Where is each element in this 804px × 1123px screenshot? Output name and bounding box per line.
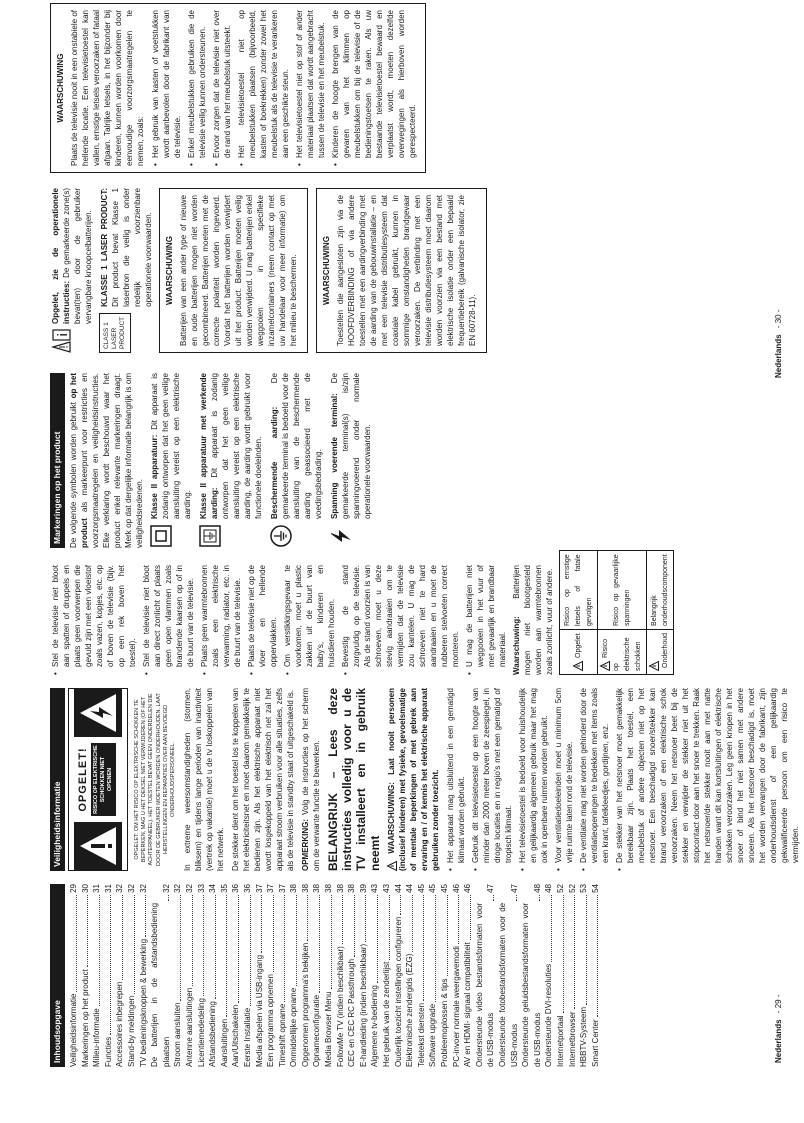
battery-caution-title: Opgelet, zie de operationele instructies: <box>51 188 71 324</box>
opgelet-caps-text: OPGELET: OM HET RISICO OP ELEKTRISCHE SCHOKKEN TE BEPERKEN, MAG U HET DEKSEL NIET VERWIJDEREN (OF HET ACHTERPANEEL). HET TOESTEL BEVAT GEEN ONDERDELEN DIE DOOR DE GEBRUIKER MOETEN WORDEN ONDERHOUDEN. LAAT HERSTELLINGEN EN REPARATIES OVER AAN BEVOEGD ONDERHOUDSPERSONEEL. <box>134 693 177 866</box>
page-number-left: - 29 - <box>774 994 783 1014</box>
warning-batteries-text: Batterijen van een ander type of nieuwe en oude batterijen mogen niet worden gecombineerd. Batterijen moeten met de correcte polariteit worden ingevoerd. Voordat het batterijen worden verwijdert uit het product. Batterijen moeten veilig worden verwijderd. U mag batterijen enkel weggooien in specifieke inzamelcontainers (neem contact op met uw handelaar voor meer informatie) om het milieu te beschermen. <box>179 195 298 346</box>
markings-column <box>50 373 378 548</box>
risk-label-cell <box>647 629 674 674</box>
risk-table <box>559 550 674 675</box>
toc-entry[interactable] <box>172 884 184 1067</box>
stability-bullets <box>150 10 418 166</box>
toc-entry-page: 43 <box>382 884 392 893</box>
toc-entry[interactable] <box>288 884 300 1067</box>
toc-entry-page: 32 <box>173 884 183 893</box>
toc-entry-title: Internetbrowser <box>567 1011 577 1067</box>
toc-entry-title: Stand-by meldingen <box>126 995 136 1067</box>
safety-bullets-b <box>50 565 508 675</box>
bullet-item: • Kinderen de hoogte brengen van de gevaren van het klimmen op meubelstukken om bij de televisie of de bedieningstoetsen te raken. Als uw bestaande televisietoestel bewaard en verplaatst wordt, moeten dezelfde overwegingen als hierboven worden gerespecteerd. <box>330 10 418 166</box>
toc-entry-page: 54 <box>590 884 600 893</box>
toc-entry[interactable] <box>254 884 266 1067</box>
toc-entry-title: Afstandsbediening <box>208 1001 218 1067</box>
toc-entry[interactable] <box>567 884 579 1067</box>
toc-entry[interactable] <box>451 884 463 1067</box>
laser-text: Dit product bevat Klasse 1 laserbron die veilig is onder redelijk voorzienbare operationele voorwaarden. <box>111 188 153 307</box>
laser-product-item <box>99 188 154 353</box>
risk-label: Opgelet <box>575 633 582 658</box>
toc-entry-title: Een programma opnemen <box>266 974 276 1067</box>
toc-entry-page: 32 <box>115 884 125 893</box>
toc-entry-title: Accessoires inbegrepen <box>115 981 125 1067</box>
bullet-item: • De ventilatie mag niet worden gehinderd door de ventilatieopeningen te bedekken met items zoals een krant, tafelkleedjes, gordijnen, enz. <box>578 688 611 871</box>
class-ii-earth-title: Klasse II apparatuur met werkende aarding: <box>199 373 219 519</box>
toc-dot-leader <box>215 895 216 999</box>
toc-entry[interactable] <box>91 884 103 1067</box>
toc-entry[interactable] <box>219 884 231 1067</box>
toc-dot-leader <box>574 895 575 1010</box>
toc-dot-leader <box>597 895 598 1018</box>
toc-entry-page: 38 <box>312 884 322 893</box>
toc-dot-leader <box>250 895 251 1006</box>
risk-description: Belangrijk onderhoudscomponent <box>647 551 674 630</box>
toc-entry-page: 37 <box>254 884 264 893</box>
risk-label-cell <box>598 629 647 674</box>
risk-row <box>647 551 674 675</box>
toc-dot-leader <box>493 895 494 901</box>
toc-entry-title: TV bedieningsknoppen & bewerking <box>138 938 148 1067</box>
toc-entry[interactable] <box>242 884 254 1067</box>
toc-entry-title: Ondersteunde video bestandsformaten voor de USB-modus <box>474 902 496 1067</box>
toc-dot-leader <box>168 895 169 901</box>
bullet-item: • Gebruik dit televisietoestel op een hoogte van minder dan 2000 meter boven de zeespiegel, in droge locaties en in regio's met een gematigd of tropisch klimaat. <box>470 688 514 871</box>
toc-entry-page: 32 <box>184 884 194 893</box>
toc-entry-page: 44 <box>393 884 403 893</box>
safety-column-1 <box>50 688 804 871</box>
toc-entry-page: 45 <box>428 884 438 893</box>
toc-dot-leader <box>145 895 146 937</box>
toc-entry-page: 46 <box>463 884 473 893</box>
toc-entry-page: 38 <box>300 884 310 893</box>
toc-entry-page: 36 <box>242 884 252 893</box>
toc-entry-title: Probleemoplossen & tips <box>440 978 449 1067</box>
toc-entry-title: Internetportaal <box>555 1015 565 1067</box>
class-ii-title: Klasse II apparatuur: <box>150 434 159 519</box>
risk-label: Onderhoud <box>662 632 669 668</box>
toc-dot-leader <box>284 895 285 1002</box>
toc-entry-title: Stroom aansluiten <box>173 1002 183 1067</box>
markings-intro-c: als markeerpunt voor restricties en voorzorgsmaatregelen en veiligheidsinstructies. Elke verklaring wordt beschouwd waar het product enkel relevante markeringen draagt. Merk op dat dergelijke informatie belangrijk is om veiligheidsredenen. <box>80 373 144 548</box>
toc-entry[interactable] <box>311 884 323 1067</box>
lightning-icon <box>329 524 353 548</box>
toc-dot-leader <box>389 895 390 960</box>
toc-entry-page: 38 <box>324 884 334 893</box>
toc-entry[interactable] <box>184 884 196 1067</box>
toc-dot-leader <box>180 895 181 1001</box>
toc-entry[interactable] <box>80 884 92 1067</box>
toc-dot-leader <box>319 895 320 993</box>
toc-entry-title: Ondersteunde fotobestandsformaten voor de USB-modus <box>497 902 519 1067</box>
toc-entry[interactable] <box>149 884 172 1067</box>
toc-entry-title: Media afspelen via USB-ingang <box>254 954 264 1067</box>
toc-entry-title: Markeringen op het product <box>80 969 90 1067</box>
toc-entry[interactable] <box>265 884 277 1067</box>
lightning-triangle-icon <box>74 689 122 737</box>
toc-dot-leader <box>122 895 123 980</box>
toc-entry-title: Opgenomen programma's bekijken <box>300 942 310 1067</box>
warning-box-stability <box>50 3 426 173</box>
toc-entry-page: 31 <box>92 884 102 893</box>
warning-stability-text: Plaats de televisie nooit in een onstabiele of hellende locatie. Een televisietoestel kan vallen, ernstige letsels veroorzaken of fataal afgaan. Talrijke letsels, in het bijzonder bij kinderen, kunnen worden voorkomen door eenvoudige voorzorgsmaatregelen te nemen, zoals: <box>70 10 145 166</box>
toc-dot-leader <box>203 895 204 996</box>
toc-entry[interactable] <box>520 884 543 1067</box>
toc-dot-leader <box>331 895 332 990</box>
toc-dot-leader <box>99 895 100 1006</box>
toc-entry-page: 38 <box>347 884 357 893</box>
bullet-item: • Om verstikkingsgevaar te voorkomen, moet u plastic zakken uit de buurt van baby's, kinderen en huisdieren houden. <box>282 565 337 675</box>
toc-entry[interactable] <box>300 884 312 1067</box>
toc-entry-page: 38 <box>335 884 345 893</box>
toc-entry-page: 37 <box>277 884 287 893</box>
caution-book-icon <box>50 329 74 353</box>
toc-entry-title: Smart Center <box>590 1019 600 1067</box>
toc-entry-title: Aan/Uitschakelen <box>231 1004 241 1067</box>
warning-box-batteries <box>159 188 308 353</box>
markings-intro <box>68 373 145 548</box>
toc-entry-page: 45 <box>440 884 449 893</box>
toc-entry-title: Eerste Installatie <box>242 1007 252 1067</box>
risk-description: Risico op ernstige letsels of fatale gevolgen <box>560 551 598 630</box>
markings-heading: Markeringen op het product <box>50 373 65 548</box>
functional-earth-icon <box>198 524 222 548</box>
bullet-item: • U mag de batterijen niet weggooien in het vuur of met gevaarlijk en brandbaar materiaal. <box>464 565 508 675</box>
toc-entry-title: Milieu-informatie <box>92 1008 102 1067</box>
battery-warning <box>511 565 555 675</box>
toc-entry[interactable] <box>207 884 219 1067</box>
toc-entry-page: 53 <box>579 884 589 893</box>
bullet-item: • De stekker van het netsnoer moet gemakkelijk bereikbaar zijn. Plaats het toestel, een meubelstuk of andere objecten niet op het netsnoer. Een beschadigd snoer/stekker kan brand veroorzaken of een elektrische schok veroorzaken. Neem het netsnoer beet bij de stekker en verwijder de stekker niet uit het stopcontact door aan het snoer te trekken. Raak het netsnoer/de stekker nooit aan met natte handen want dit kan kortsluitingen of elektrische schokken veroorzaken. Leg geen knopen in het snoer of bind het niet samen met andere snoeren. Als het netsnoer beschadigd is, moet het worden vervangen door de fabrikant, zijn onderhoudsdienst of een gelijkaardig gekwalificeerde persoon om een risico te vermijden. <box>614 688 801 871</box>
bullet-item: • Voor ventilatiedoeleinden moet u minimum 5cm vrije ruimte laten rond de televisie. <box>553 688 575 871</box>
toc-dot-leader <box>354 895 355 957</box>
toc-entry[interactable] <box>393 884 405 1067</box>
toc-entry[interactable] <box>555 884 567 1067</box>
toc-entry-page: 44 <box>405 884 415 893</box>
toc-entry[interactable] <box>196 884 208 1067</box>
toc-entry-title: Aansluitingen <box>219 1018 229 1067</box>
page-30 <box>0 0 798 558</box>
toc-entry-page: 34 <box>208 884 218 893</box>
risk-description: Risico op gevaarlijke spanningen <box>598 551 647 630</box>
bullet-item: • Ervoor zorgen dat de televisie niet over de rand van het meubelstuk uitsteekt. <box>211 10 233 166</box>
double-square-icon <box>149 524 173 548</box>
protective-earth-title: Beschermende aarding: <box>270 406 279 519</box>
toc-entry[interactable] <box>427 884 439 1067</box>
toc-entry-title: Functies <box>103 1036 113 1067</box>
toc-dot-leader <box>342 895 343 944</box>
toc-dot-leader <box>563 895 564 1014</box>
toc-entry-title: E-handleiding (indien beschikbaar) <box>358 943 368 1067</box>
toc-dot-leader <box>307 895 308 941</box>
toc-entry-page: 31 <box>103 884 113 893</box>
warning-title-2: WAARSCHUWING <box>322 236 331 305</box>
toc-entry[interactable] <box>381 884 393 1067</box>
opgelet-label <box>78 737 118 822</box>
live-terminal-text: De gemarkeerde terminal(s) is/zijn spanningvoerend onder normale operationele voorwaarden. <box>330 373 372 519</box>
toc-entry-page: 47 <box>486 884 496 893</box>
toc-entry[interactable] <box>323 884 335 1067</box>
toc-dot-leader <box>365 895 366 942</box>
warning-grounding-text: Toestellen die aangesloten zijn via de HOOFDVERBINDING of via andere toestellen met een aardingverbinding met de aarding van de gebouwinstallatie – en met een televisie distributiesysteem dat coaxiale kabel gebruikt, kunnen in sommige omstandigheden brandgevaar veroorzaken. De verbinding met een televisie distributiesysteem moet daarom worden voorzien via een bestand met elektrische isolatie onder een bepaald frequentiebereik (galvanische isolator, zie EN 60728-11). <box>336 195 477 346</box>
toc-entry-title: Timeshift opname <box>277 1003 287 1067</box>
toc-entry[interactable] <box>578 884 590 1067</box>
table-of-contents <box>50 884 601 1067</box>
safety-paragraph-2: De stekker dient om het toestel los te koppelen van het elektriciteitsnet en moet daarom gemakkelijk te bedienen zijn. Als het elektrische apparaat niet wordt losgekoppeld van het elektrisch net zal het apparaat stroom verbruiken voor alle situaties, zelfs als de televisie in standby staat of uitgeschakeld is. <box>231 688 296 871</box>
toc-entry[interactable] <box>439 884 451 1067</box>
toc-entry-title: Onmiddellijke opname <box>289 987 299 1067</box>
bullet-item: • Enkel meubelstukken gebruiken die de televisie veilig kunnen ondersteunen. <box>186 10 208 166</box>
toc-entry-page: 32 <box>138 884 148 893</box>
toc-entry[interactable] <box>68 884 80 1067</box>
toc-entry-title: Het gebruik van de zenderlijst <box>382 961 392 1067</box>
protective-earth-icon <box>269 524 293 548</box>
toc-entry-title: Software upgrade <box>428 1003 438 1067</box>
toc-dot-leader <box>226 895 227 1017</box>
toc-entry-page: 48 <box>532 884 542 893</box>
belangrijk-heading: BELANGRIJK – Lees deze instructies volledig voor u de TV installeert en in gebruik neemt <box>326 688 383 871</box>
risk-label-cell <box>560 629 598 674</box>
footer-left <box>774 995 783 1063</box>
lightning-triangle-icon <box>600 661 610 671</box>
toc-dot-leader <box>586 895 587 1005</box>
bullet-item: • Het apparaat mag uitsluitend in een gematigd klimaat worden gebruikt. <box>445 688 467 871</box>
toc-dot-leader <box>470 895 471 940</box>
toc-entry-page: 48 <box>544 884 554 893</box>
toc-dot-leader <box>447 895 448 977</box>
right-column <box>50 3 434 173</box>
toc-dot-leader <box>134 895 135 994</box>
toc-entry[interactable] <box>114 884 126 1067</box>
bullet-item: • Het televisietoestel niet op stof of ander materiaal plaatsen dat wordt aangebracht tussen de televisie en het meubelstuk. <box>294 10 327 166</box>
toc-entry-title: Ondersteunde DVI-resoluties <box>544 963 554 1067</box>
toc-entry-page: 37 <box>266 884 276 893</box>
toc-entry-page: 33 <box>196 884 206 893</box>
bullet-item: • Het televisietoestel is bedoeld voor huishoudelijk en gelijkaardig algemeen gebruik maar het mag ook in openbare ruimten worden gebruikt. <box>517 688 550 871</box>
battery-caution-item <box>50 188 94 353</box>
toc-entry[interactable] <box>404 884 416 1067</box>
toc-entry-page: 35 <box>219 884 229 893</box>
safety-paragraph-1: In extreme weersomstandigheden (stormen, bliksem) en tijdens lange perioden van inactiviteit (vertrek op vakantie) moet u de tv loskoppelen van het netwerk. <box>183 688 226 871</box>
toc-entry-page: 36 <box>231 884 241 893</box>
warning-title-3: WAARSCHUWING <box>56 53 65 123</box>
risk-row <box>598 551 647 675</box>
toc-entry-page: 30 <box>80 884 90 893</box>
toc-dot-leader <box>458 895 459 944</box>
safety-bullets-a <box>445 688 801 871</box>
safety-heading: Veiligheidsinformatie <box>50 688 65 871</box>
page-29 <box>0 554 801 1123</box>
warning-triangle-icon <box>649 661 659 671</box>
bullet-item: • Plaats de televisie niet op de vloer en hellende oppervlakken. <box>246 565 279 675</box>
toc-entry-title: Licentiemededeling <box>196 998 206 1067</box>
toc-entry-page: 29 <box>69 884 78 893</box>
toc-dot-leader <box>87 895 88 967</box>
toc-entry-page: 52 <box>567 884 577 893</box>
bullet-item: • Plaats geen warmtebronnen zoals een elektrische verwarming, radiator, etc. in de buurt van de televisie. <box>199 565 243 675</box>
note-text: Volg de instructies op het scherm om de verwante functie te bewerken. <box>301 688 322 871</box>
class-1-laser-label: CLASS 1 LASER PRODUCT <box>99 313 131 353</box>
class-ii-text: Dit apparaat is zodanig ontworpen dat het geen veilige aansluiting vereist op een elektrische aarding. <box>150 373 192 519</box>
toc-entry[interactable] <box>277 884 289 1067</box>
warning-lead <box>386 688 441 871</box>
toc-entry-page: 52 <box>555 884 565 893</box>
toc-entry-title: CEC en CEC RC Passthrough <box>347 958 357 1067</box>
right-middle-column <box>50 188 495 353</box>
toc-heading: Inhoudsopgave <box>50 884 65 1067</box>
toc-entry[interactable] <box>416 884 428 1067</box>
toc-entry-title: Ouderlijk toezicht instellingen configureren <box>393 916 403 1067</box>
opgelet-warning-box <box>68 688 128 871</box>
toc-dot-leader <box>296 895 297 986</box>
laser-title: KLASSE 1 LASER PRODUCT: <box>100 188 109 307</box>
protective-earth-text: De gemarkeerde terminal is bedoeld voor de aansluiting van de beschermende aarding geassocieerd met de voedingsbedrading. <box>270 373 323 519</box>
risk-row <box>560 551 598 675</box>
toc-entry-page: 46 <box>451 884 461 893</box>
markings-intro-a: De volgende symbolen worden gebruikt <box>69 398 78 548</box>
toc-entry[interactable] <box>138 884 150 1067</box>
class-ii-earth-item <box>198 373 264 548</box>
warning-triangle-icon <box>387 861 397 871</box>
toc-entry-title: Media Browser Menu <box>324 991 334 1067</box>
toc-entry[interactable] <box>497 884 520 1067</box>
battery-caution-text: De gemarkeerde zone(s) bevat(ten) door de gebruiker vervangbare knoopcelbatterijen. <box>62 188 93 324</box>
toc-entry[interactable] <box>474 884 497 1067</box>
risk-label: Risico op elektrische schokken <box>602 637 642 671</box>
class-ii-item <box>149 373 193 548</box>
battery-warning-lead: Waarschuwing: <box>512 616 521 675</box>
footer-right <box>774 310 783 378</box>
toc-dot-leader <box>435 895 436 1002</box>
toc-entry[interactable] <box>335 884 347 1067</box>
toc-entry[interactable] <box>462 884 474 1067</box>
toc-dot-leader <box>400 895 401 915</box>
toc-entry-page: 32 <box>161 884 171 893</box>
toc-entry-title: FollowMe TV (indien beschikbaar) <box>335 946 345 1067</box>
toc-dot-leader <box>551 895 552 962</box>
opgelet-title: OPGELET! <box>77 747 89 812</box>
toc-dot-leader <box>110 895 111 1035</box>
bullet-item: • Het gebruik van kasten of voetstukken wordt aanbevolen door de fabrikant van de televisie. <box>150 10 183 166</box>
toc-entry-title: Ondersteunde geluidsbestandsformaten voor de USB-modus <box>521 902 542 1067</box>
toc-entry-title: Antenne aansluitingen <box>184 987 194 1067</box>
live-terminal-item <box>329 373 373 548</box>
toc-entry-page: 39 <box>358 884 368 893</box>
toc-entry-page: 47 <box>509 884 519 893</box>
bullet-item: • Het televisietoestel niet op meubelstukken plaatsen (bijvoorbeeld, kasten of boekrekken) zonder zowel het meubelstuk als de televisie te verankeren aan een geschikte steun. <box>236 10 291 166</box>
toc-entry-page: 38 <box>289 884 299 893</box>
opgelet-subtitle: RISICO OP ELEKTRISCHE SCHOKKEN NIET OPENEN <box>91 743 116 816</box>
live-terminal-title: Spanning voerende terminal: <box>330 393 339 519</box>
toc-entry-page: 32 <box>126 884 136 893</box>
warning-box-grounding <box>316 188 487 353</box>
toc-entry-title: Algemene tv-bediening <box>370 985 380 1067</box>
toc-dot-leader <box>238 895 239 1003</box>
toc-entry[interactable] <box>358 884 370 1067</box>
toc-entry[interactable] <box>346 884 358 1067</box>
toc-entry[interactable] <box>590 884 602 1067</box>
toc-dot-leader <box>423 895 424 1001</box>
toc-entry-title: PC-invoer normale weergavemodi <box>451 946 461 1067</box>
warning-triangle-icon <box>573 661 583 671</box>
toc-entry[interactable] <box>103 884 115 1067</box>
toc-entry-title: Teletekst diensten <box>416 1002 426 1067</box>
toc-entry-title: Opnameconfiguratie <box>312 994 322 1067</box>
toc-dot-leader <box>273 895 274 972</box>
protective-earth-item <box>269 373 324 548</box>
toc-entry-title: Elektronische zendergids (EZG) <box>405 953 415 1067</box>
toc-entry[interactable] <box>126 884 138 1067</box>
toc-dot-leader <box>76 895 77 992</box>
markings-intro-b: op het product <box>69 373 89 548</box>
toc-dot-leader <box>192 895 193 986</box>
toc-dot-leader <box>539 895 540 901</box>
toc-dot-leader <box>377 895 378 983</box>
toc-entry-page: 43 <box>370 884 380 893</box>
bullet-item: • Bevestig de stand zorgvuldig op de televisie. Als de stand voorzien is van schroeven, moet u deze stevig aandraaien om te vermijden dat de televisie zou kantelen. U mag de schroeven niet te hard aandraaien en u moet de rubberen stelvoeten correct monteren. <box>340 565 461 675</box>
toc-entry-title: Veiligheidsinformatie <box>69 993 78 1067</box>
toc-entry[interactable] <box>230 884 242 1067</box>
footer-language-right: Nederlands <box>774 334 783 378</box>
toc-entry-title: De batterijen in de afstandsbediening plaatsen <box>150 902 171 1067</box>
warning-lead-text: WAARSCHUWING: Laat nooit personen (inclusief kinderen) met fysieke, gevoelsmatige of mentale beperkingen of met gebrek aan ervaring en / of kennis het elektrische apparaat gebruiken zonder toezicht. <box>387 688 441 871</box>
battery-warning-text: Batterijen mogen niet blootgesteld worden aan warmtebronnen zoals zonlicht, vuur of andere. <box>512 565 554 675</box>
class-ii-earth-text: Dit apparaat is zodanig ontworpen dat het geen veilige aansluiting vereist op een elektrische aarding, de aarding wordt gebruikt voor functionele doeleinden. <box>210 373 263 519</box>
toc-entry[interactable] <box>543 884 555 1067</box>
safety-column-2 <box>50 554 678 675</box>
toc-entry[interactable] <box>369 884 381 1067</box>
toc-entry-title: HBBTV-Systeem <box>579 1006 589 1067</box>
toc-dot-leader <box>516 895 517 901</box>
safety-note <box>300 688 322 871</box>
toc-entry-title: AV en HDMI- signaal compatibiliteit <box>463 942 473 1067</box>
note-lead: OPMERKING: <box>301 819 311 871</box>
toc-list <box>68 884 601 1067</box>
footer-language: Nederlands <box>774 1019 783 1063</box>
warning-title-1: WAARSCHUWING <box>165 236 174 305</box>
toc-dot-leader <box>412 895 413 952</box>
bullet-item: • Stel de televisie niet bloot aan spatten of druppels en plaats geen voorwerpen die gevuld zijn met een vloeistof zoals vazen, kopjes, etc. op of boven de televisie (bijv. op een rek boven het toestel). <box>50 565 138 675</box>
page-number-right: - 30 - <box>774 309 783 329</box>
toc-dot-leader <box>261 895 262 953</box>
toc-entry-page: 45 <box>416 884 426 893</box>
bullet-item: • Stel de televisie niet bloot aan direct zonlicht of plaats geen open vlammen zoals brandende kaarsen op of in de buurt van de televisie. <box>141 565 196 675</box>
exclamation-triangle-icon <box>74 822 122 870</box>
